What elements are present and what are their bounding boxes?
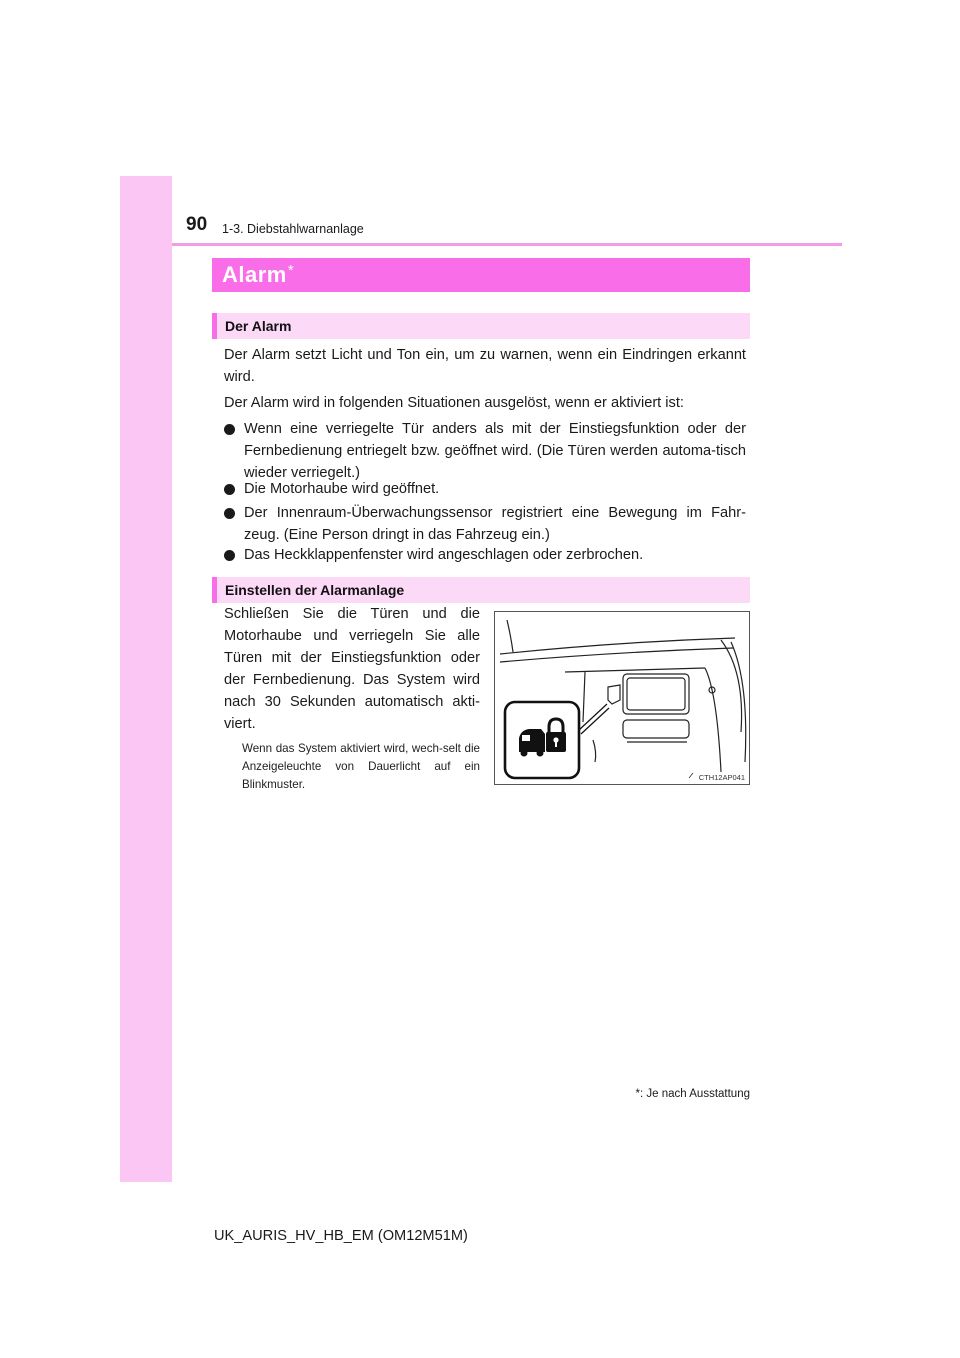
footnote-marker: * — [635, 1088, 641, 1100]
subheading-label: Einstellen der Alarmanlage — [225, 582, 405, 598]
title-label: Alarm — [222, 262, 287, 287]
figure-code: CTH12AP041 — [698, 773, 745, 782]
title-footnote-marker: * — [287, 262, 295, 279]
list-item — [224, 418, 746, 484]
bullet-icon — [224, 508, 235, 519]
page-title — [222, 262, 294, 288]
intro-paragraph: Der Alarm setzt Licht und Ton ein, um zu warnen, wenn ein Eindringen erkannt wird. — [224, 347, 746, 385]
bullet-icon — [224, 424, 235, 435]
setting-note: Wenn das System aktiviert wird, wech-selt die Anzeigeleuchte von Dauerlicht auf ein Blinkmuster. — [242, 742, 480, 791]
list-item-text: Die Motorhaube wird geöffnet. — [244, 481, 440, 497]
dashboard-illustration — [495, 612, 749, 784]
list-item-text: Der Innenraum-Überwachungssensor registriert eine Bewegung im Fahr-zeug. (Eine Person dringt in das Fahrzeug ein.) — [244, 505, 746, 543]
bullet-icon — [224, 550, 235, 561]
subheading-einstellen — [212, 577, 750, 603]
list-item-text: Wenn eine verriegelte Tür anders als mit der Einstiegsfunktion oder der Fernbedienung entriegelt bzw. geöffnet wird. (Die Türen werden automa-tisch wieder verriegelt.) — [244, 421, 746, 481]
list-item — [224, 544, 746, 566]
section-label: 1-3. Diebstahlwarnanlage — [222, 222, 364, 236]
list-item-text: Das Heckklappenfenster wird angeschlagen oder zerbrochen. — [244, 547, 644, 563]
bullet-icon — [224, 484, 235, 495]
setting-paragraph: Schließen Sie die Türen und die Motorhaube und verriegeln Sie alle Türen mit der Einstiegsfunktion oder der Fernbedienung. Das System wird nach 30 Sekunden automatisch akti-viert. — [224, 606, 480, 732]
list-item — [224, 502, 746, 546]
title-bar — [212, 258, 750, 292]
page-number: 90 — [186, 214, 208, 235]
subheading-label: Der Alarm — [225, 318, 292, 334]
subheading-der-alarm — [212, 313, 750, 339]
list-item — [224, 478, 746, 500]
sidebar-band — [120, 176, 172, 1182]
dashboard-figure — [494, 611, 750, 785]
lead-paragraph: Der Alarm wird in folgenden Situationen ausgelöst, wenn er aktiviert ist: — [224, 395, 684, 411]
footnote-text: : Je nach Ausstattung — [640, 1088, 750, 1100]
footnote — [560, 1088, 750, 1100]
header-rule — [172, 243, 842, 246]
document-code: UK_AURIS_HV_HB_EM (OM12M51M) — [214, 1228, 468, 1244]
